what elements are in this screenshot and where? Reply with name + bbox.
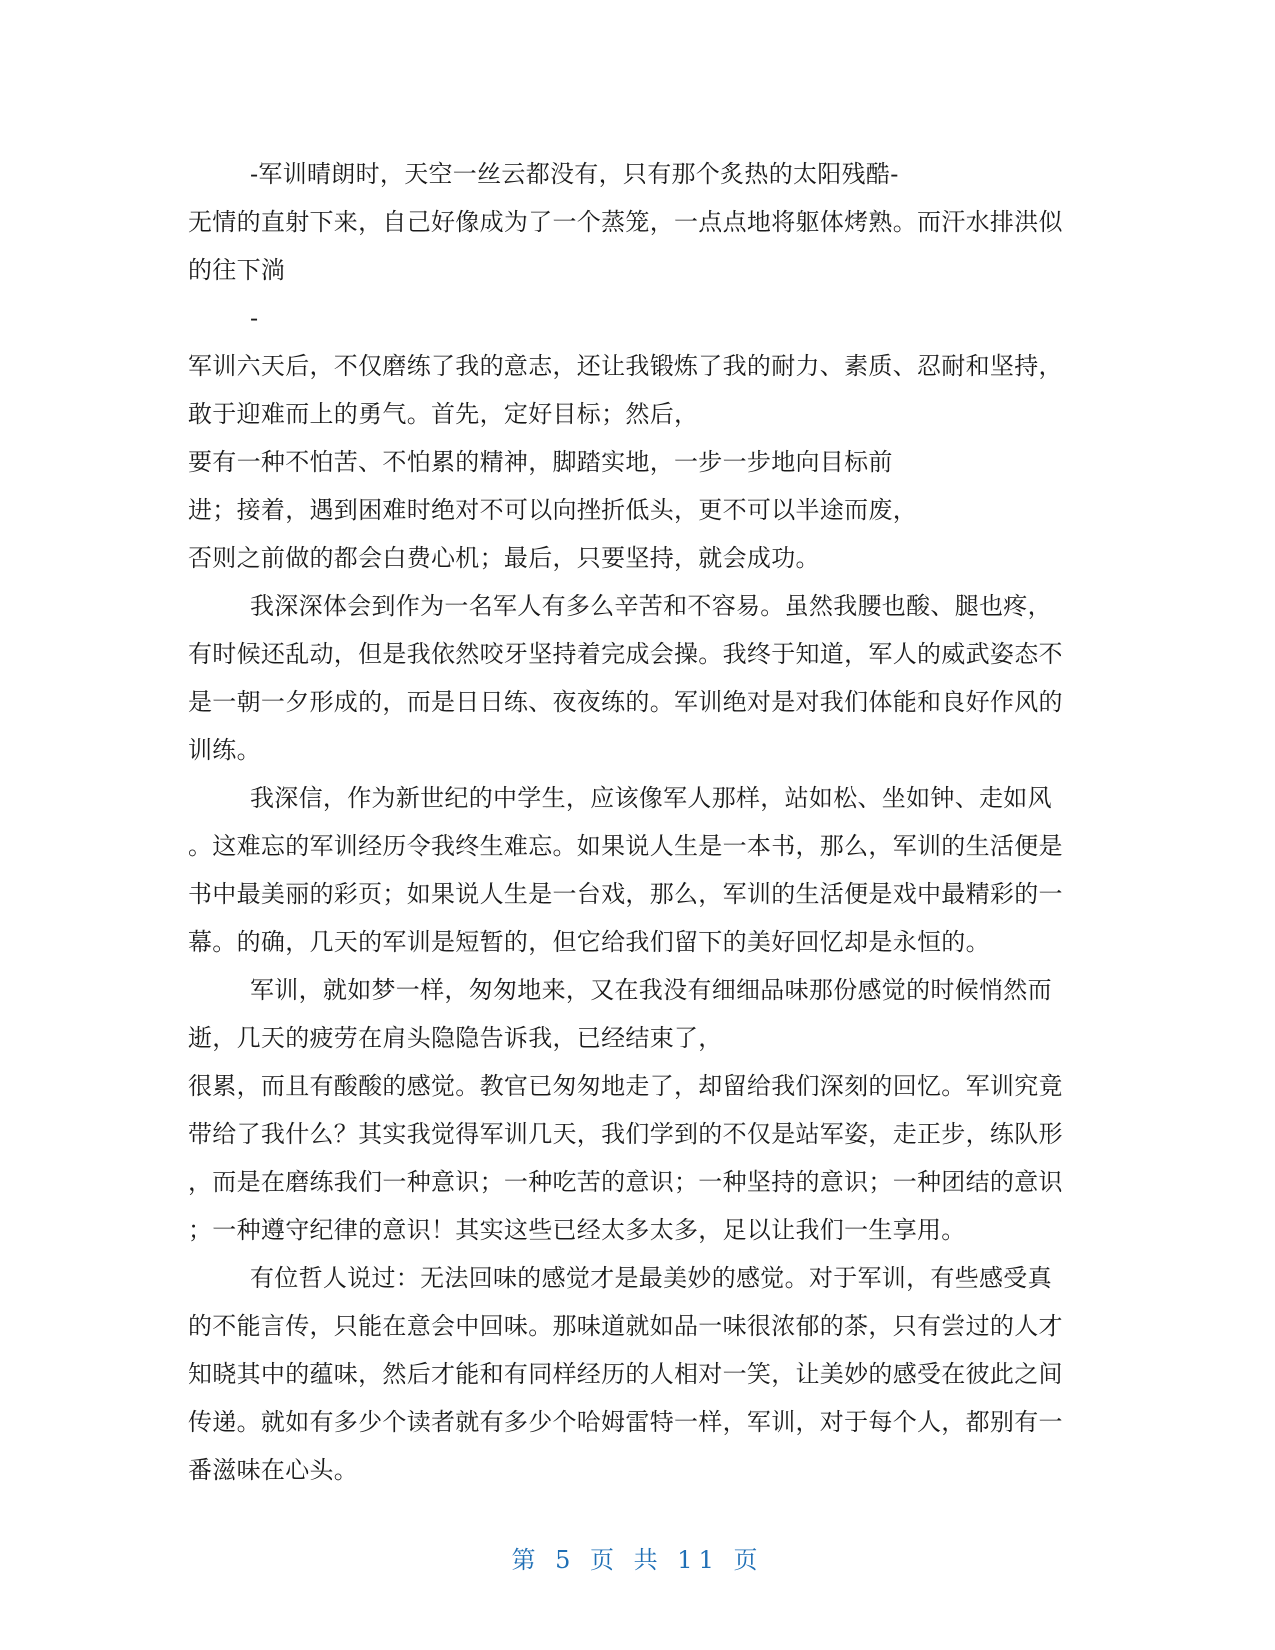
text-line: 书中最美丽的彩页；如果说人生是一台戏，那么，军训的生活便是戏中最精彩的一	[188, 880, 1063, 908]
document-body	[188, 150, 1100, 1494]
text-line: 带给了我什么？其实我觉得军训几天，我们学到的不仅是站军姿，走正步，练队形	[188, 1120, 1063, 1148]
text-line: 是一朝一夕形成的，而是日日练、夜夜练的。军训绝对是对我们体能和良好作风的	[188, 688, 1063, 716]
text-line: 的往下淌	[188, 256, 286, 284]
text-line: 有时候还乱动，但是我依然咬牙坚持着完成会操。我终于知道，军人的威武姿态不	[188, 640, 1063, 668]
text-line: 无情的直射下来，自己好像成为了一个蒸笼，一点点地将躯体烤熟。而汗水排洪似	[188, 208, 1063, 236]
text-line: 否则之前做的都会白费心机；最后，只要坚持，就会成功。	[188, 544, 820, 572]
text-line: 我深信，作为新世纪的中学生，应该像军人那样，站如松、坐如钟、走如风	[250, 784, 1052, 812]
text-line: 幕。的确，几天的军训是短暂的，但它给我们留下的美好回忆却是永恒的。	[188, 928, 990, 956]
text-line: -军训晴朗时，天空一丝云都没有，只有那个炙热的太阳残酷-	[250, 160, 899, 188]
text-line: 军训，就如梦一样，匆匆地来，又在我没有细细品味那份感觉的时候悄然而	[250, 976, 1052, 1004]
text-line: 很累，而且有酸酸的感觉。教官已匆匆地走了，却留给我们深刻的回忆。军训究竟	[188, 1072, 1063, 1100]
text-line: 有位哲人说过：无法回味的感觉才是最美妙的感觉。对于军训，有些感受真	[250, 1264, 1052, 1292]
text-line: 的不能言传，只能在意会中回味。那味道就如品一味很浓郁的茶，只有尝过的人才	[188, 1312, 1063, 1340]
text-line: ，而是在磨练我们一种意识；一种吃苦的意识；一种坚持的意识；一种团结的意识	[188, 1168, 1063, 1196]
text-line: 知晓其中的蕴味，然后才能和有同样经历的人相对一笑，让美妙的感受在彼此之间	[188, 1360, 1063, 1388]
text-line: 军训六天后，不仅磨练了我的意志，还让我锻炼了我的耐力、素质、忍耐和坚持，	[188, 352, 1063, 380]
text-line: 。这难忘的军训经历令我终生难忘。如果说人生是一本书，那么，军训的生活便是	[188, 832, 1063, 860]
text-line: 传递。就如有多少个读者就有多少个哈姆雷特一样，军训，对于每个人，都别有一	[188, 1408, 1063, 1436]
text-line: -	[250, 304, 259, 332]
text-line: ；一种遵守纪律的意识！其实这些已经太多太多，足以让我们一生享用。	[188, 1216, 966, 1244]
text-line: 进；接着，遇到困难时绝对不可以向挫折低头，更不可以半途而废，	[188, 496, 917, 524]
text-line: 番滋味在心头。	[188, 1456, 359, 1484]
text-line: 训练。	[188, 736, 261, 764]
text-line: 要有一种不怕苦、不怕累的精神，脚踏实地，一步一步地向目标前	[188, 448, 893, 476]
text-line: 逝，几天的疲劳在肩头隐隐告诉我，已经结束了，	[188, 1024, 723, 1052]
text-line: 敢于迎难而上的勇气。首先，定好目标；然后，	[188, 400, 699, 428]
text-line: 我深深体会到作为一名军人有多么辛苦和不容易。虽然我腰也酸、腿也疼，	[250, 592, 1052, 620]
page-number-footer: 第 5 页 共 11 页	[511, 1546, 764, 1574]
